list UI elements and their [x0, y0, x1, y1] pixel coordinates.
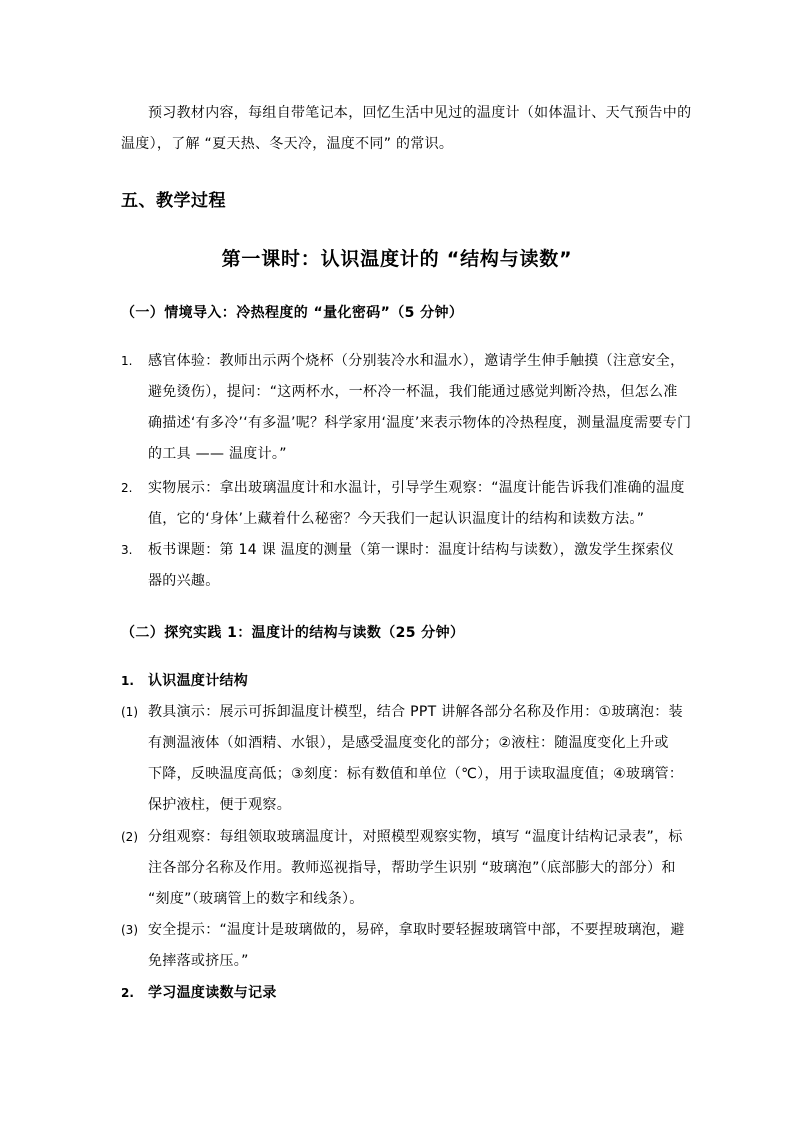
list-item-number: 1. — [121, 354, 133, 368]
sub-list-item-line: 下降，反映温度高低；③刻度：标有数值和单位（℃），用于读取温度值；④玻璃管： — [148, 766, 684, 782]
sub-list-item-line: 教具演示：展示可拆卸温度计模型，结合 PPT 讲解各部分名称及作用：①玻璃泡：装 — [148, 704, 683, 720]
intro-line-2: 温度），了解 “夏天热、冬天冷，温度不同” 的常识。 — [121, 136, 454, 152]
sub-list-item-number: (3) — [121, 923, 138, 937]
list-item-line: 确描述‘有多冷’‘有多温’呢？科学家用‘温度’来表示物体的冷热程度，测量温度需要专门 — [148, 415, 692, 431]
sub-list-item-line: 安全提示：“温度计是玻璃做的，易碎，拿取时要轻握玻璃管中部，不要捏玻璃泡，避 — [148, 922, 685, 938]
step-number: 1. — [121, 674, 134, 688]
list-item-line: 的工具 —— 温度计。” — [148, 446, 287, 462]
list-item-line: 感官体验：教师出示两个烧杯（分别装冷水和温水），邀请学生伸手触摸（注意安全， — [148, 353, 685, 369]
sub-list-item-number: (2) — [121, 830, 138, 844]
part2-heading: （二）探究实践 1：温度计的结构与读数（25 分钟） — [121, 625, 465, 641]
section-title: 五、教学过程 — [121, 191, 226, 211]
list-item-number: 2. — [121, 481, 133, 495]
step-title: 学习温度读数与记录 — [148, 985, 277, 1001]
sub-list-item-line: “刻度”（玻璃管上的数字和线条）。 — [148, 891, 364, 907]
step-number: 2. — [121, 986, 134, 1000]
list-item-line: 值，它的‘身体’上藏着什么秘密？今天我们一起认识温度计的结构和读数方法。” — [148, 511, 645, 527]
sub-list-item-line: 免摔落或挤压。” — [148, 953, 249, 969]
list-item-line: 避免烫伤），提问：“这两杯水，一杯冷一杯温，我们能通过感觉判断冷热，但怎么准 — [148, 384, 678, 400]
step-title: 认识温度计结构 — [148, 673, 249, 689]
lesson-title: 第一课时：认识温度计的 “结构与读数” — [221, 248, 573, 270]
part1-heading: （一）情境导入：冷热程度的 “量化密码”（5 分钟） — [121, 305, 464, 321]
intro-line-1: 预习教材内容，每组自带笔记本，回忆生活中见过的温度计（如体温计、天气预告中的 — [148, 105, 692, 121]
sub-list-item-line: 有测温液体（如酒精、水银），是感受温度变化的部分；②液柱：随温度变化上升或 — [148, 735, 669, 751]
list-item-line: 器的兴趣。 — [148, 573, 220, 589]
sub-list-item-line: 保护液柱，便于观察。 — [148, 797, 291, 813]
list-item-line: 板书课题：第 14 课 温度的测量（第一课时：温度计结构与读数），激发学生探索仪 — [148, 542, 675, 558]
sub-list-item-line: 分组观察：每组领取玻璃温度计，对照模型观察实物，填写 “温度计结构记录表”，标 — [148, 829, 683, 845]
sub-list-item-line: 注各部分名称及作用。教师巡视指导，帮助学生识别 “玻璃泡”（底部膨大的部分）和 — [148, 860, 676, 876]
list-item-line: 实物展示：拿出玻璃温度计和水温计，引导学生观察：“温度计能告诉我们准确的温度 — [148, 480, 685, 496]
list-item-number: 3. — [121, 543, 133, 557]
sub-list-item-number: (1) — [121, 705, 138, 719]
